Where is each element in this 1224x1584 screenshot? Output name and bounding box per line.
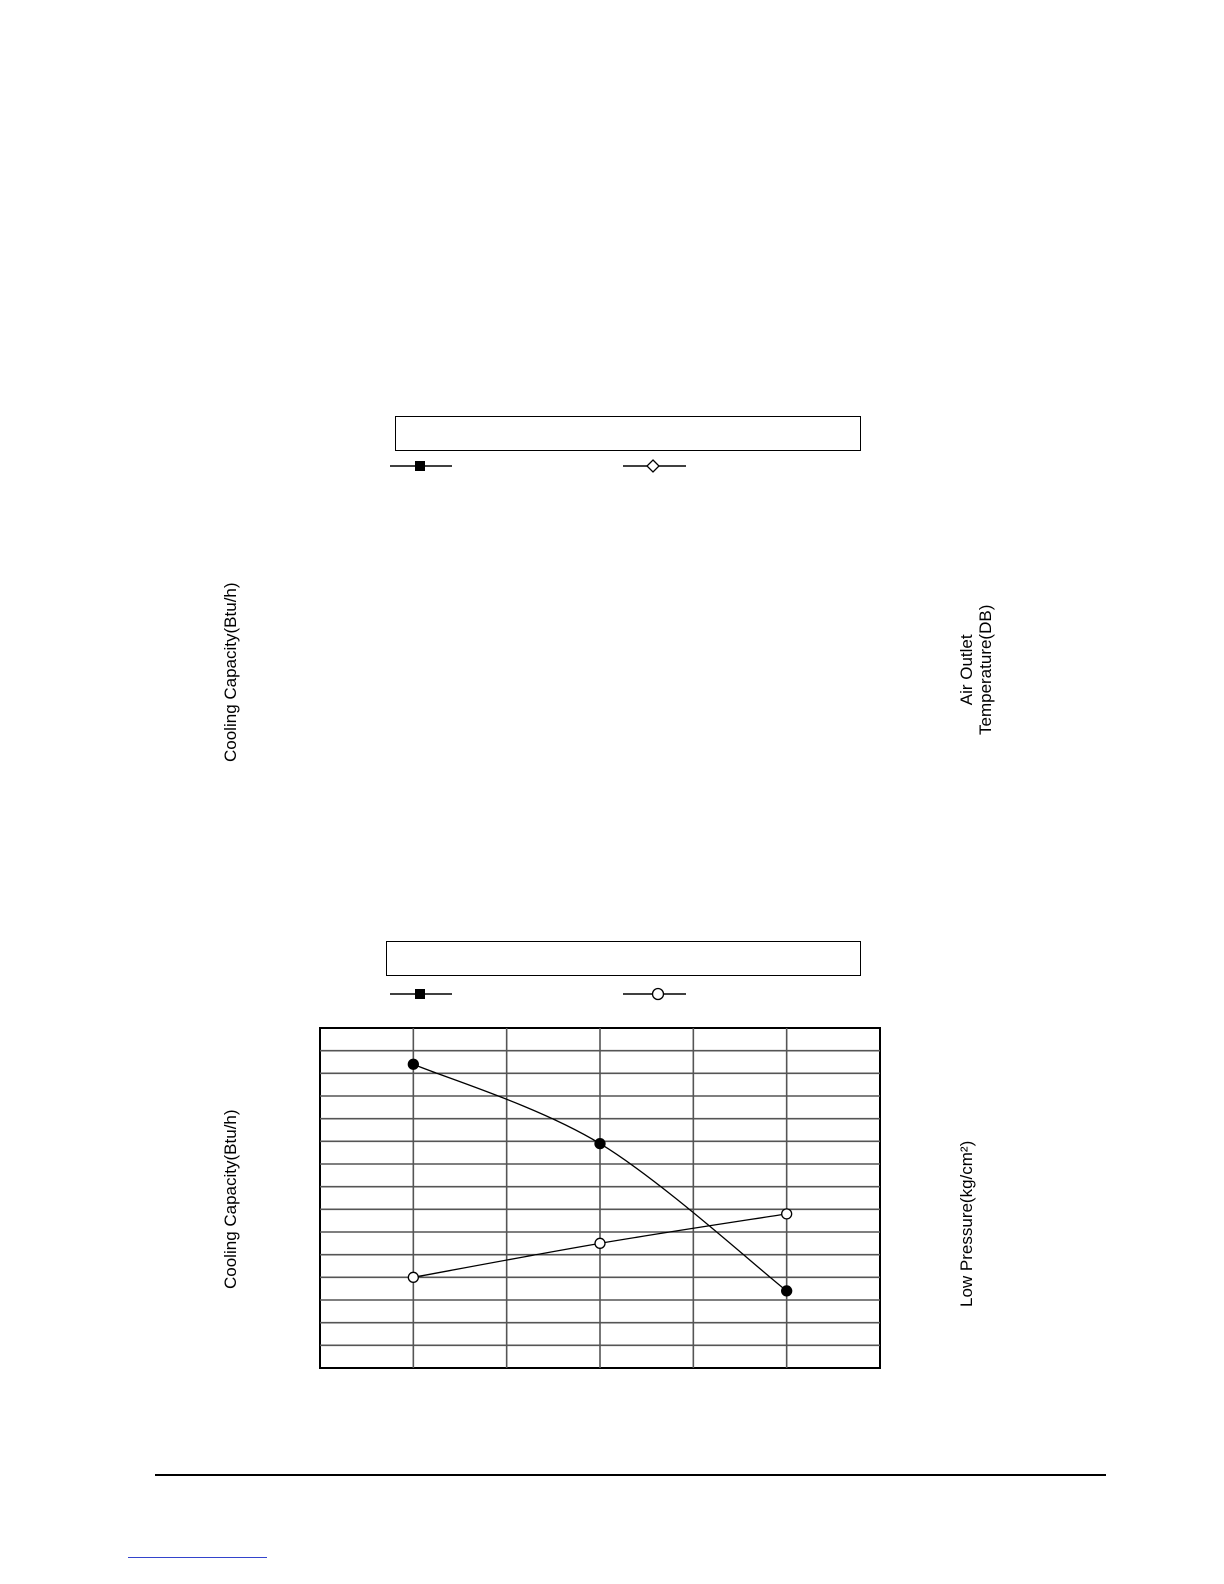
chart2-y-axis-label-right: Low Pressure(kg/cm²) [957, 1140, 976, 1307]
chart2-legend-series-1-marker [390, 989, 452, 999]
chart1-y-axis-label-right [957, 605, 995, 735]
chart1-title-box [395, 416, 861, 451]
chart1-y-axis-label-right-line2: Temperature(DB) [976, 604, 995, 735]
chart1-y-axis-label-right-line1: Air Outlet [957, 634, 976, 706]
chart2-series-1-point [408, 1059, 418, 1069]
chart2-series-1-point [782, 1286, 792, 1296]
chart2-plot [318, 1026, 882, 1372]
footer-link-underline[interactable] [128, 1557, 267, 1558]
chart2-grid [320, 1028, 880, 1368]
chart2-legend-series-2-marker [623, 989, 686, 1000]
chart2-series-2-point [408, 1272, 418, 1282]
chart2-legend [380, 983, 700, 1007]
chart1-legend-series-1-marker [390, 461, 452, 471]
chart1-legend [380, 455, 700, 479]
chart2-title-box [386, 941, 861, 976]
chart2-series-2-point [782, 1209, 792, 1219]
chart2-series-2-point [595, 1238, 605, 1248]
chart2-y-axis-label-left: Cooling Capacity(Btu/h) [221, 1109, 240, 1289]
footer-rule [155, 1474, 1106, 1476]
chart1-y-axis-label-left: Cooling Capacity(Btu/h) [221, 582, 240, 762]
chart1-legend-series-2-marker [623, 460, 686, 472]
chart2-series-1-point [595, 1139, 605, 1149]
